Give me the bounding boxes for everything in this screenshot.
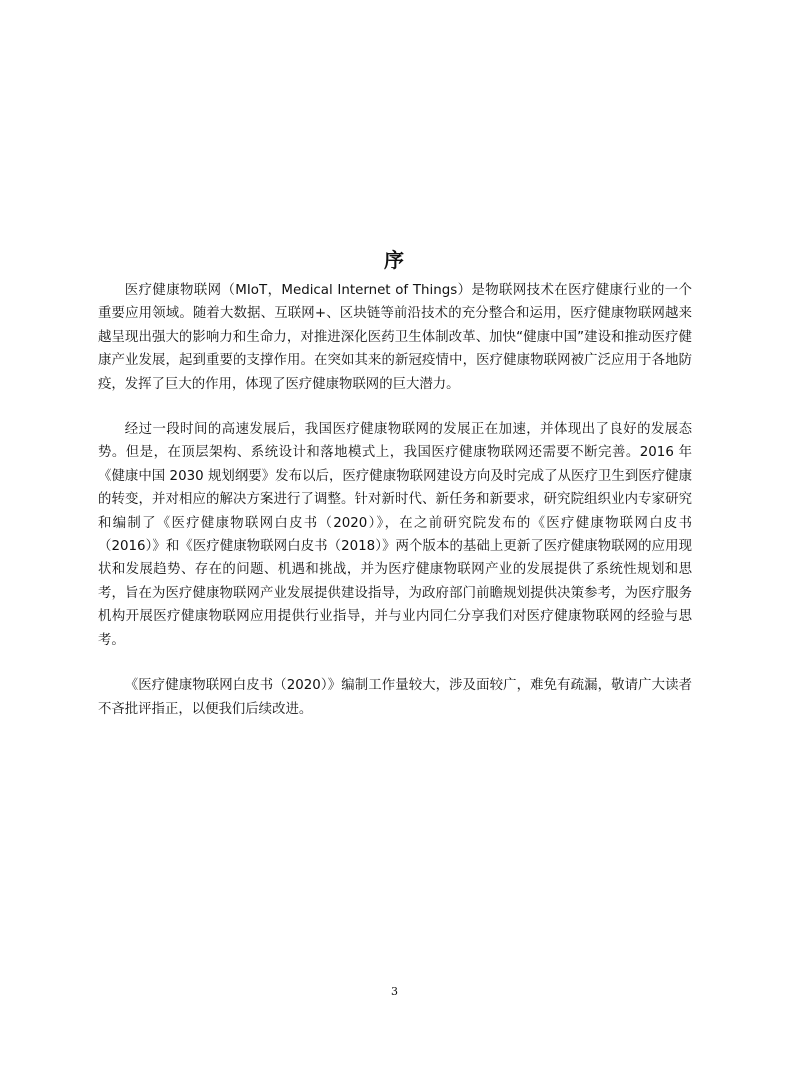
section-title: 序 bbox=[384, 248, 405, 273]
paragraph-1: 医疗健康物联网（MIoT，Medical Internet of Things）是物联网技术在医疗健康行业的一个重要应用领域。随着大数据、互联网+、区块链等前沿技术的充分整合和运用，医疗健康物联网越来越呈现出强大的影响力和生命力，对推进深化医药卫生体制改革、加快“健康中国”建设和推动医疗健康产业发展，起到重要的支撑作用。在突如其来的新冠疫情中，医疗健康物联网被广泛应用于各地防疫，发挥了巨大的作用，体现了医疗健康物联网的巨大潜力。 bbox=[98, 283, 692, 392]
preface-body bbox=[98, 279, 692, 743]
page-number: 3 bbox=[391, 985, 398, 998]
paragraph-2: 经过一段时间的高速发展后，我国医疗健康物联网的发展正在加速，并体现出了良好的发展态势。但是，在顶层架构、系统设计和落地模式上，我国医疗健康物联网还需要不断完善。2016 年《健康中国 2030 规划纲要》发布以后，医疗健康物联网建设方向及时完成了从医疗卫生到医疗健康的转变，并对相应的解决方案进行了调整。针对新时代、新任务和新要求，研究院组织业内专家研究和编制了《医疗健康物联网白皮书（2020）》，在之前研究院发布的《医疗健康物联网白皮书（2016）》和《医疗健康物联网白皮书（2018）》两个版本的基础上更新了医疗健康物联网的应用现状和发展趋势、存在的问题、机遇和挑战，并为医疗健康物联网产业的发展提供了系统性规划和思考，旨在为医疗健康物联网产业发展提供建设指导，为政府部门前瞻规划提供决策参考，为医疗服务机构开展医疗健康物联网应用提供行业指导，并与业内同仁分享我们对医疗健康物联网的经验与思考。 bbox=[98, 422, 692, 648]
paragraph-3: 《医疗健康物联网白皮书（2020）》编制工作量较大，涉及面较广，难免有疏漏，敬请广大读者不吝批评指正，以便我们后续改进。 bbox=[98, 678, 692, 717]
